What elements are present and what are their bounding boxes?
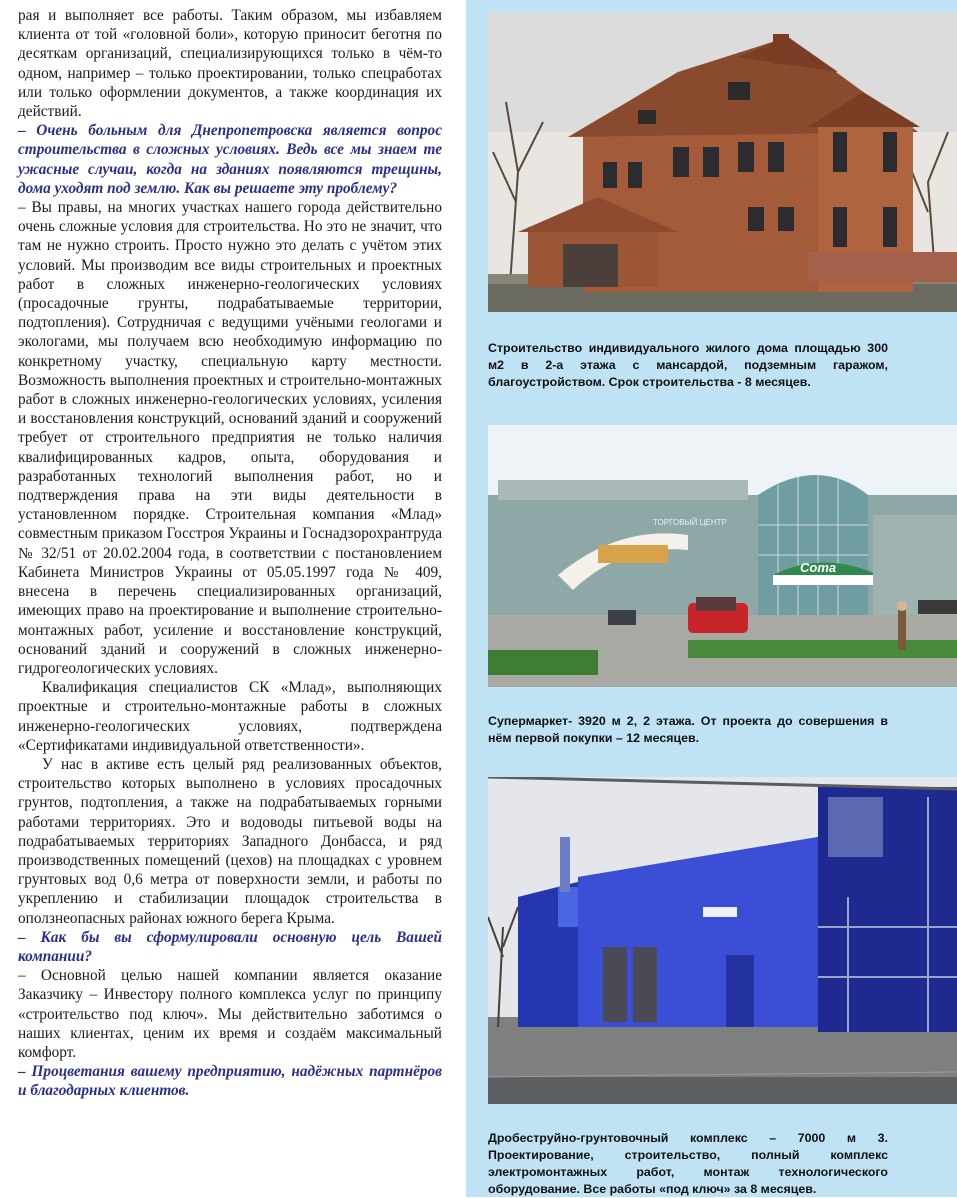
mall-facade-sign: ТОРГОВЫЙ ЦЕНТР [653, 518, 727, 527]
factory-photo [488, 777, 957, 1104]
house-caption: Строительство индивидуального жилого дома площадью 300 м2 в 2-а этажа с мансардой, подземным гаражом, благоустройством. Срок строительства - 8 месяцев. [488, 341, 888, 389]
answer-construction: – Вы правы, на многих участках нашего города действительно очень сложные условия для строительства. Но это не значит, что там не нужно строить. Просто нужно это делать с учётом этих условий. Мы производим все виды строительных и проектных работ в сложных инженерно-геологических условиях (просадочные грунты, подрабатываемые территории, подтопления). Сотрудничая с ведущими учёными геологами и экологами, мы получаем всю необходимую информацию по конкретному участку, специальную карту местности. Возможность выполнения проектных и строительно-монтажных работ в сложных инженерно-геологических условиях, усиления и восстановления конструкций, оснований зданий и сооружений требует от строительного предприятия не только наличия квалифицированных кадров, опыта, оборудования и разработанных технологий выполнения работ, но и подтверждения права на эти виды деятельности в установленном порядке. Строительная компания «Млад» совместным приказом Госстроя Украины и Госнадзорохрантруда № 32/51 от 20.02.2004 года, в соответствии с постановлением Кабинета Министров Украины от 05.05.1997 года № 409, внесена в перечень специализированных организаций, имеющих право на проектирование и выполнение строительно-монтажных работ, усиление и восстановление конструкций, оснований зданий и сооружений в сложных инженерно-гидрогеологических условиях. [18, 199, 442, 677]
house-photo [488, 12, 957, 312]
paragraph-intro: рая и выполняет все работы. Таким образом, мы избавляем клиента от той «головной боли», которую приносит беготня по десяткам организаций, специализирующихся только в чём-то одном, например – только проектировании, только спецработах или только оформлении документов, а также координация их действий. [18, 7, 442, 121]
question-goal: – Как бы вы сформулировали основную цель Вашей компании? [18, 928, 442, 965]
mall-photo [488, 425, 957, 687]
mall-logo-text: Сота [800, 560, 837, 575]
factory-caption: Дробеструйно-грунтовочный комплекс – 7000 м 3. Проектирование, строительство, полный комплекс электромонтажных работ, монтаж технологического оборудование. Все работы «под ключ» за 8 месяцев. [488, 1131, 888, 1196]
paragraph-qualification: Квалификация специалистов СК «Млад», выполняющих проектные и строительно-монтажные работы в сложных инженерно-геологических условиях, подтверждена «Сертификатами индивидуальной ответственности». [18, 679, 442, 754]
photo-panel [466, 0, 957, 1197]
closing-wish: – Процветания вашему предприятию, надёжных партнёров и благодарных клиентов. [18, 1063, 442, 1100]
answer-goal: – Основной целью нашей компании является оказание Заказчику – Инвестору полного комплекса услуг по принципу «строительство под ключ». Мы действительно заботимся о наших клиентах, ценим их время и создаём максимальный комфорт. [18, 967, 442, 1061]
question-construction: – Очень больным для Днепропетровска является вопрос строительства в сложных условиях. Ведь все мы знаем те ужасные случаи, когда на зданиях появляются трещины, дома уходят под землю. Как вы решаете эту проблему? [18, 122, 442, 197]
article-text [18, 6, 442, 1101]
mall-caption: Супермаркет- 3920 м 2, 2 этажа. От проекта до совершения в нём первой покупки – 12 месяцев. [488, 714, 888, 745]
paragraph-projects: У нас в активе есть целый ряд реализованных объектов, строительство которых выполнено в условиях просадочных грунтов, подтопления, а также на подрабатываемых горными работами территориях. Это и водоводы питьевой воды на подрабатываемых территориях Западного Донбасса, и ряд производственных помещений (цехов) на площадках с уровнем грунтовых вод 0,6 метра от поверхности земли, и работы по укреплению и стабилизации площадок строительства в оползнеопасных районах южного берега Крыма. [18, 755, 442, 927]
